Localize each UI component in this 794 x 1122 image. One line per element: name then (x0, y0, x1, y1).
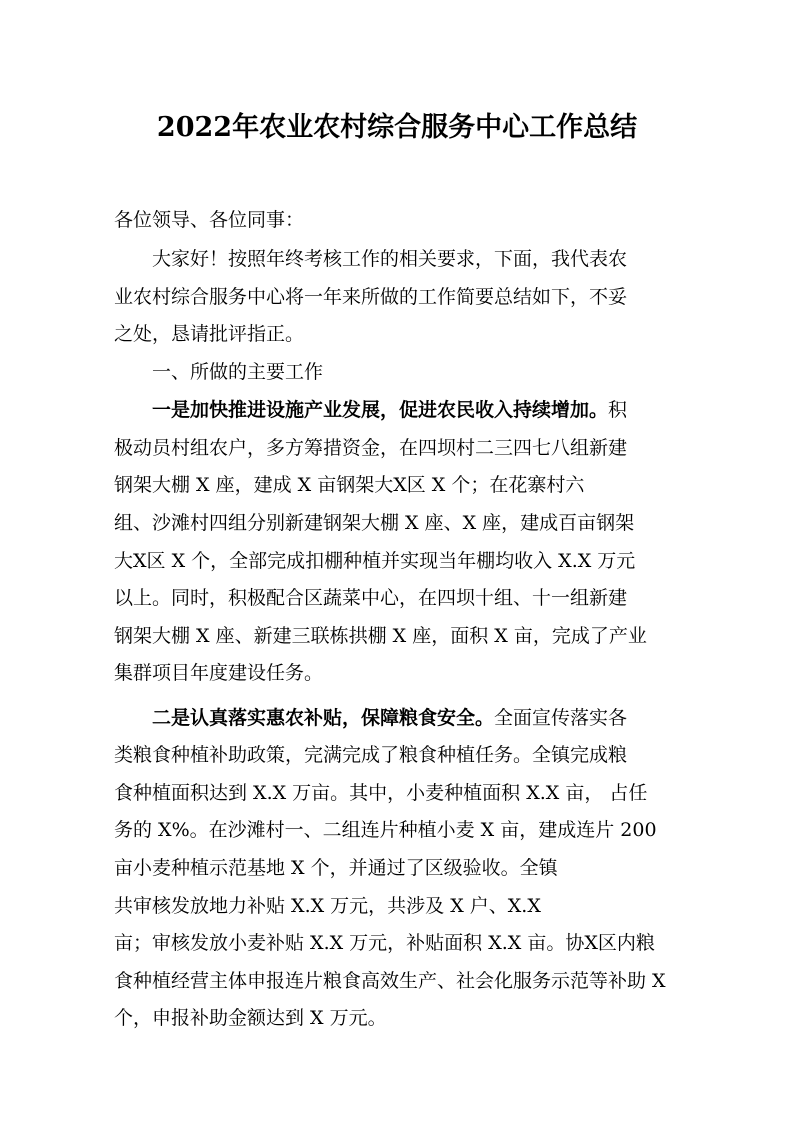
item2-line: 共审核发放地力补贴 X.X 万元，共涉及 X 户、X.X (114, 895, 541, 917)
item1-first-line-rest: 积 (608, 399, 628, 421)
item1-line: 大X区 X 个，全部完成扣棚种植并实现当年棚均收入 X.X 万元 (114, 550, 636, 572)
item2-line: 亩小麦种植示范基地 X 个，并通过了区级验收。全镇 (114, 857, 558, 879)
intro-line: 业农村综合服务中心将一年来所做的工作简要总结如下，不妥 (114, 286, 628, 308)
item1-line: 以上。同时，积极配合区蔬菜中心，在四坝十组、十一组新建 (114, 587, 628, 609)
item1-line: 极动员村组农户，多方筹措资金，在四坝村二三四七八组新建 (114, 437, 628, 459)
document-title: 2022年农业农村综合服务中心工作总结 (156, 112, 638, 143)
item2-heading: 二是认真落实惠农补贴，保障粮食安全。 (152, 707, 495, 729)
item1-first-line (152, 395, 627, 425)
item2-line: 类粮食种植补助政策，完满完成了粮食种植任务。全镇完成粮 (114, 744, 628, 766)
item1-line: 钢架大棚 X 座、新建三联栋拱棚 X 座，面积 X 亩，完成了产业 (114, 625, 647, 647)
intro-line: 大家好！按照年终考核工作的相关要求，下面，我代表农 (152, 248, 628, 270)
item2-line: 亩；审核发放小麦补贴 X.X 万元，补贴面积 X.X 亩。协X区内粮 (114, 932, 655, 954)
item2-line: 务的 X%。在沙滩村一、二组连片种植小麦 X 亩，建成连片 200 (114, 819, 657, 841)
item1-heading: 一是加快推进设施产业发展，促进农民收入持续增加。 (152, 399, 609, 421)
item1-line: 集群项目年度建设任务。 (114, 662, 324, 684)
item2-first-line (152, 703, 627, 733)
item2-first-line-rest: 全面宣传落实各 (494, 707, 628, 729)
item2-line: 食种植经营主体申报连片粮食高效生产、社会化服务示范等补助 X (114, 970, 666, 992)
greeting: 各位领导、各位同事： (114, 209, 305, 231)
item1-line: 钢架大棚 X 座，建成 X 亩钢架大X区 X 个；在花寨村六 (114, 474, 585, 496)
item2-line: 个，申报补助金额达到 X 万元。 (114, 1007, 387, 1029)
section-heading: 一、所做的主要工作 (152, 361, 324, 383)
item1-line: 组、沙滩村四组分别新建钢架大棚 X 座、X 座，建成百亩钢架 (114, 512, 635, 534)
intro-line: 之处，恳请批评指正。 (114, 323, 305, 345)
item2-line: 食种植面积达到 X.X 万亩。其中，小麦种植面积 X.X 亩， 占任 (114, 782, 648, 804)
